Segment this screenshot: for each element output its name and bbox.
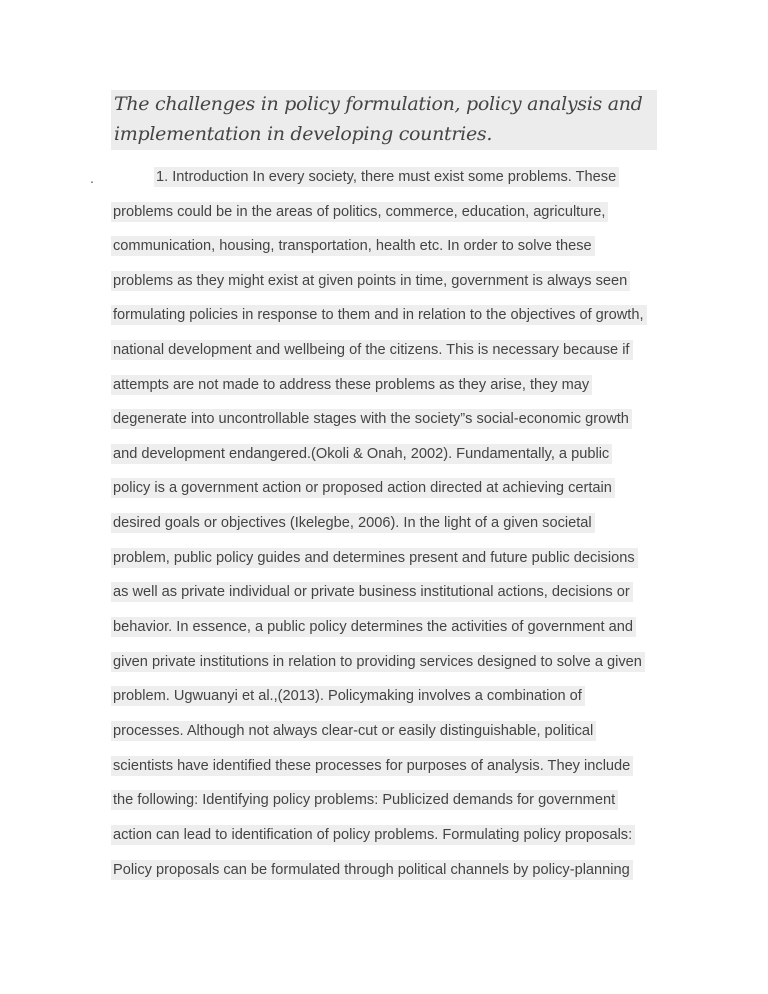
body-line: Policy proposals can be formulated through political channels by policy-planning (111, 860, 633, 880)
body-line: scientists have identified these processes for purposes of analysis. They include (111, 756, 633, 776)
body-line: and development endangered.(Okoli & Onah, 2002). Fundamentally, a public (111, 444, 612, 464)
body-line: problems as they might exist at given points in time, government is always seen (111, 271, 630, 291)
body-line: given private institutions in relation to providing services designed to solve a given (111, 652, 645, 672)
body-line: problems could be in the areas of politics, commerce, education, agriculture, (111, 202, 608, 222)
body-line: problem. Ugwuanyi et al.,(2013). Policymaking involves a combination of (111, 686, 585, 706)
body-line: formulating policies in response to them and in relation to the objectives of growth, (111, 305, 647, 325)
body-line: problem, public policy guides and determines present and future public decisions (111, 548, 638, 568)
body-line: degenerate into uncontrollable stages with the society”s social-economic growth (111, 409, 632, 429)
body-line: behavior. In essence, a public policy determines the activities of government and (111, 617, 636, 637)
document-title (111, 90, 657, 150)
body-line: the following: Identifying policy problems: Publicized demands for government (111, 790, 618, 810)
body-line: action can lead to identification of policy problems. Formulating policy proposals: (111, 825, 635, 845)
body-line: attempts are not made to address these problems as they arise, they may (111, 375, 592, 395)
bullet-marker: . (90, 170, 94, 186)
body-line: communication, housing, transportation, health etc. In order to solve these (111, 236, 595, 256)
body-line: national development and wellbeing of the citizens. This is necessary because if (111, 340, 633, 360)
body-line: 1. Introduction In every society, there must exist some problems. These (154, 167, 619, 187)
body-line: as well as private individual or private business institutional actions, decisions or (111, 582, 633, 602)
body-line: processes. Although not always clear-cut or easily distinguishable, political (111, 721, 596, 741)
title-line-2: implementation in developing countries. (114, 123, 493, 145)
body-line: desired goals or objectives (Ikelegbe, 2006). In the light of a given societal (111, 513, 595, 533)
body-line: policy is a government action or proposed action directed at achieving certain (111, 478, 615, 498)
title-line-1: The challenges in policy formulation, policy analysis and (114, 93, 643, 115)
